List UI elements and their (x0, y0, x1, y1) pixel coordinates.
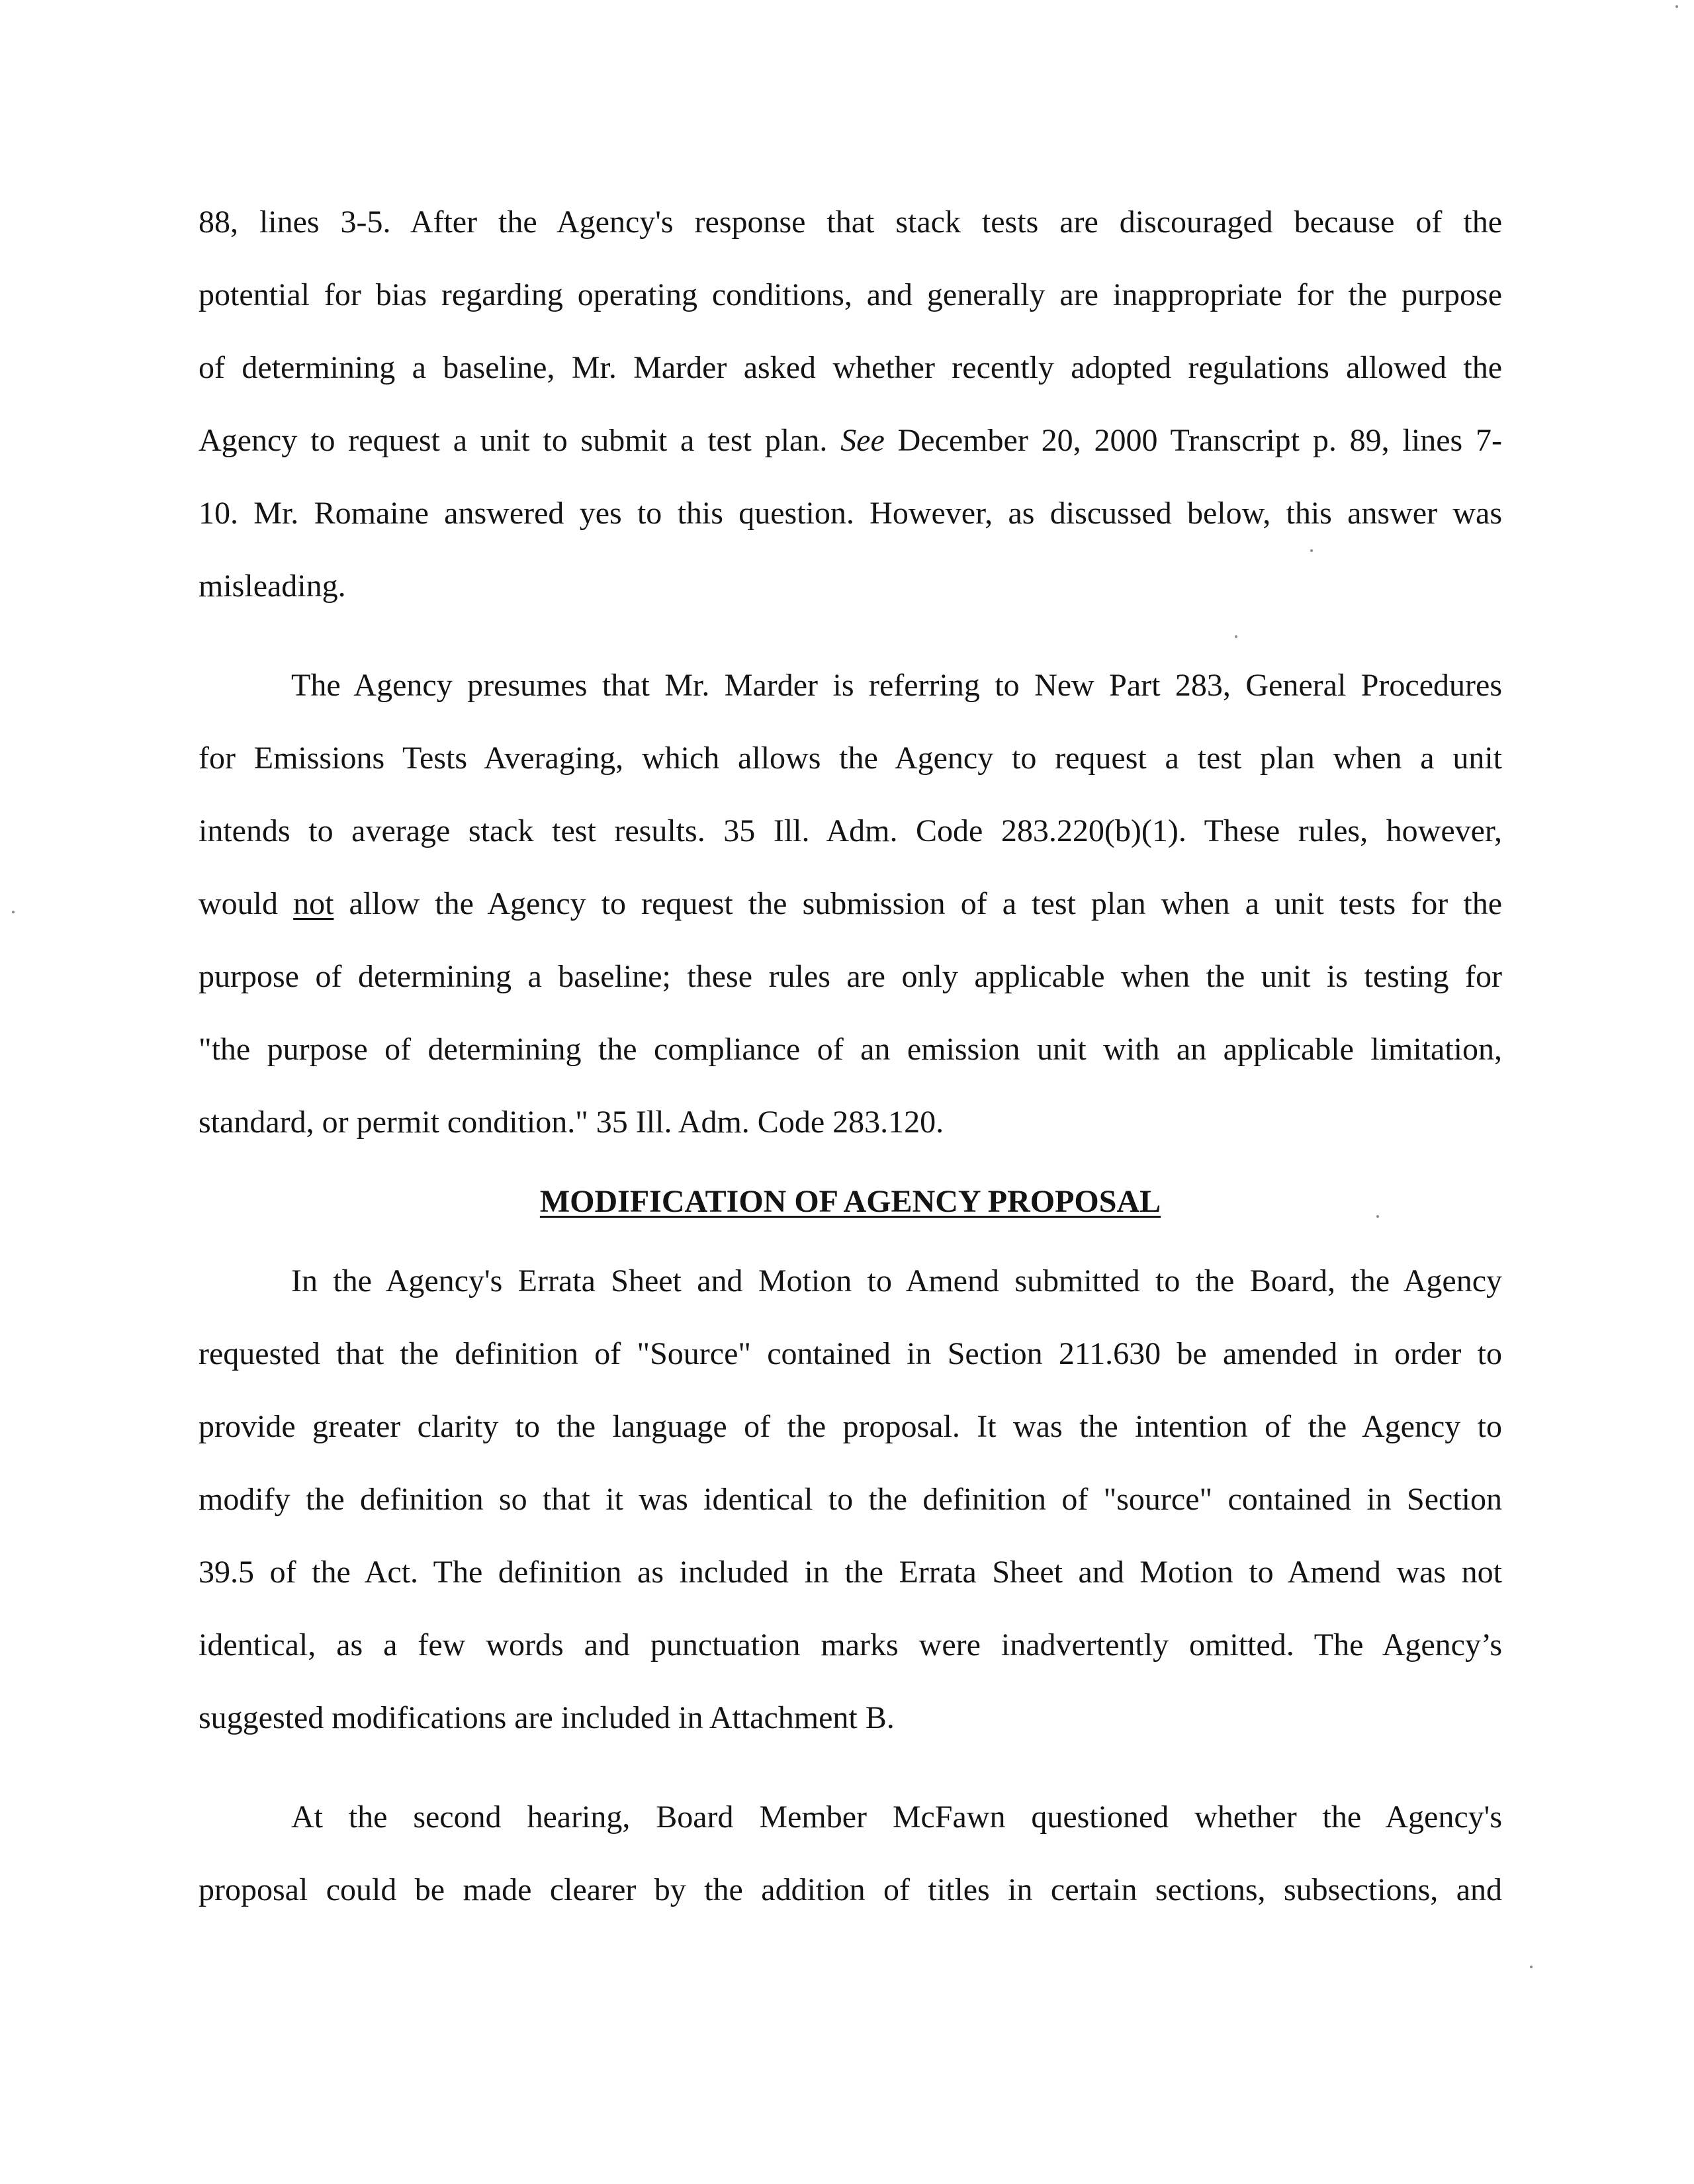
paragraph-1-line-2: potential for bias regarding operating conditions, and generally are inappropriate for the purpose (199, 277, 1502, 312)
paragraph-2-line-4 (199, 884, 1502, 924)
line-4-text-end: December 20, 2000 Transcript p. 89, lines 7- (884, 423, 1502, 458)
line-4-text-end: allow the Agency to request the submission of a test plan when a unit tests for the (334, 886, 1503, 921)
see-citation: See (840, 423, 885, 458)
paragraph-4-line-1: At the second hearing, Board Member McFawn questioned whether the Agency's (291, 1799, 1502, 1835)
paragraph-2-line-7: standard, or permit condition." 35 Ill. Adm. Code 283.120. (199, 1105, 944, 1140)
paragraph-3-line-1: In the Agency's Errata Sheet and Motion to Amend submitted to the Board, the Agency (291, 1263, 1502, 1298)
paragraph-3-line-4: modify the definition so that it was identical to the definition of "source" contained in Section (199, 1482, 1502, 1517)
paragraph-3-line-6: identical, as a few words and punctuation marks were inadvertently omitted. The Agency’s (199, 1627, 1502, 1662)
scan-speck (1675, 5, 1678, 8)
paragraph-3-line-2: requested that the definition of "Source" contained in Section 211.630 be amended in order to (199, 1336, 1502, 1371)
paragraph-1-line-1: 88, lines 3-5. After the Agency's response that stack tests are discouraged because of the (199, 205, 1502, 240)
paragraph-2-line-6: "the purpose of determining the compliance of an emission unit with an applicable limitation, (199, 1032, 1502, 1067)
paragraph-4-line-2: proposal could be made clearer by the addition of titles in certain sections, subsections, and (199, 1872, 1502, 1907)
line-4-text-start: would (199, 886, 294, 921)
paragraph-2-line-3: intends to average stack test results. 35 Ill. Adm. Code 283.220(b)(1). These rules, however, (199, 813, 1502, 848)
paragraph-3-line-5: 39.5 of the Act. The definition as included in the Errata Sheet and Motion to Amend was not (199, 1555, 1502, 1590)
scan-speck (1530, 1966, 1533, 1968)
paragraph-3-line-3: provide greater clarity to the language of the proposal. It was the intention of the Agency to (199, 1409, 1502, 1444)
scan-speck (1235, 635, 1237, 638)
paragraph-1-line-4 (199, 421, 1502, 461)
paragraph-1-line-5: 10. Mr. Romaine answered yes to this question. However, as discussed below, this answer was (199, 496, 1502, 531)
section-heading (199, 1182, 1502, 1222)
paragraph-2-line-5: purpose of determining a baseline; these rules are only applicable when the unit is testing for (199, 959, 1502, 994)
paragraph-1-line-6: misleading. (199, 569, 346, 604)
scan-speck (1376, 1215, 1379, 1218)
section-heading-text: MODIFICATION OF AGENCY PROPOSAL (539, 1184, 1161, 1219)
paragraph-1-line-3: of determining a baseline, Mr. Marder asked whether recently adopted regulations allowed the (199, 350, 1502, 385)
paragraph-3-line-7: suggested modifications are included in Attachment B. (199, 1700, 895, 1735)
paragraph-2-line-2: for Emissions Tests Averaging, which allows the Agency to request a test plan when a unit (199, 741, 1502, 776)
scan-speck (12, 911, 15, 913)
scan-speck (1310, 549, 1313, 552)
underlined-not: not (293, 886, 334, 921)
line-4-text-start: Agency to request a unit to submit a test plan. (199, 423, 841, 458)
paragraph-2-line-1: The Agency presumes that Mr. Marder is referring to New Part 283, General Procedures (291, 668, 1502, 703)
